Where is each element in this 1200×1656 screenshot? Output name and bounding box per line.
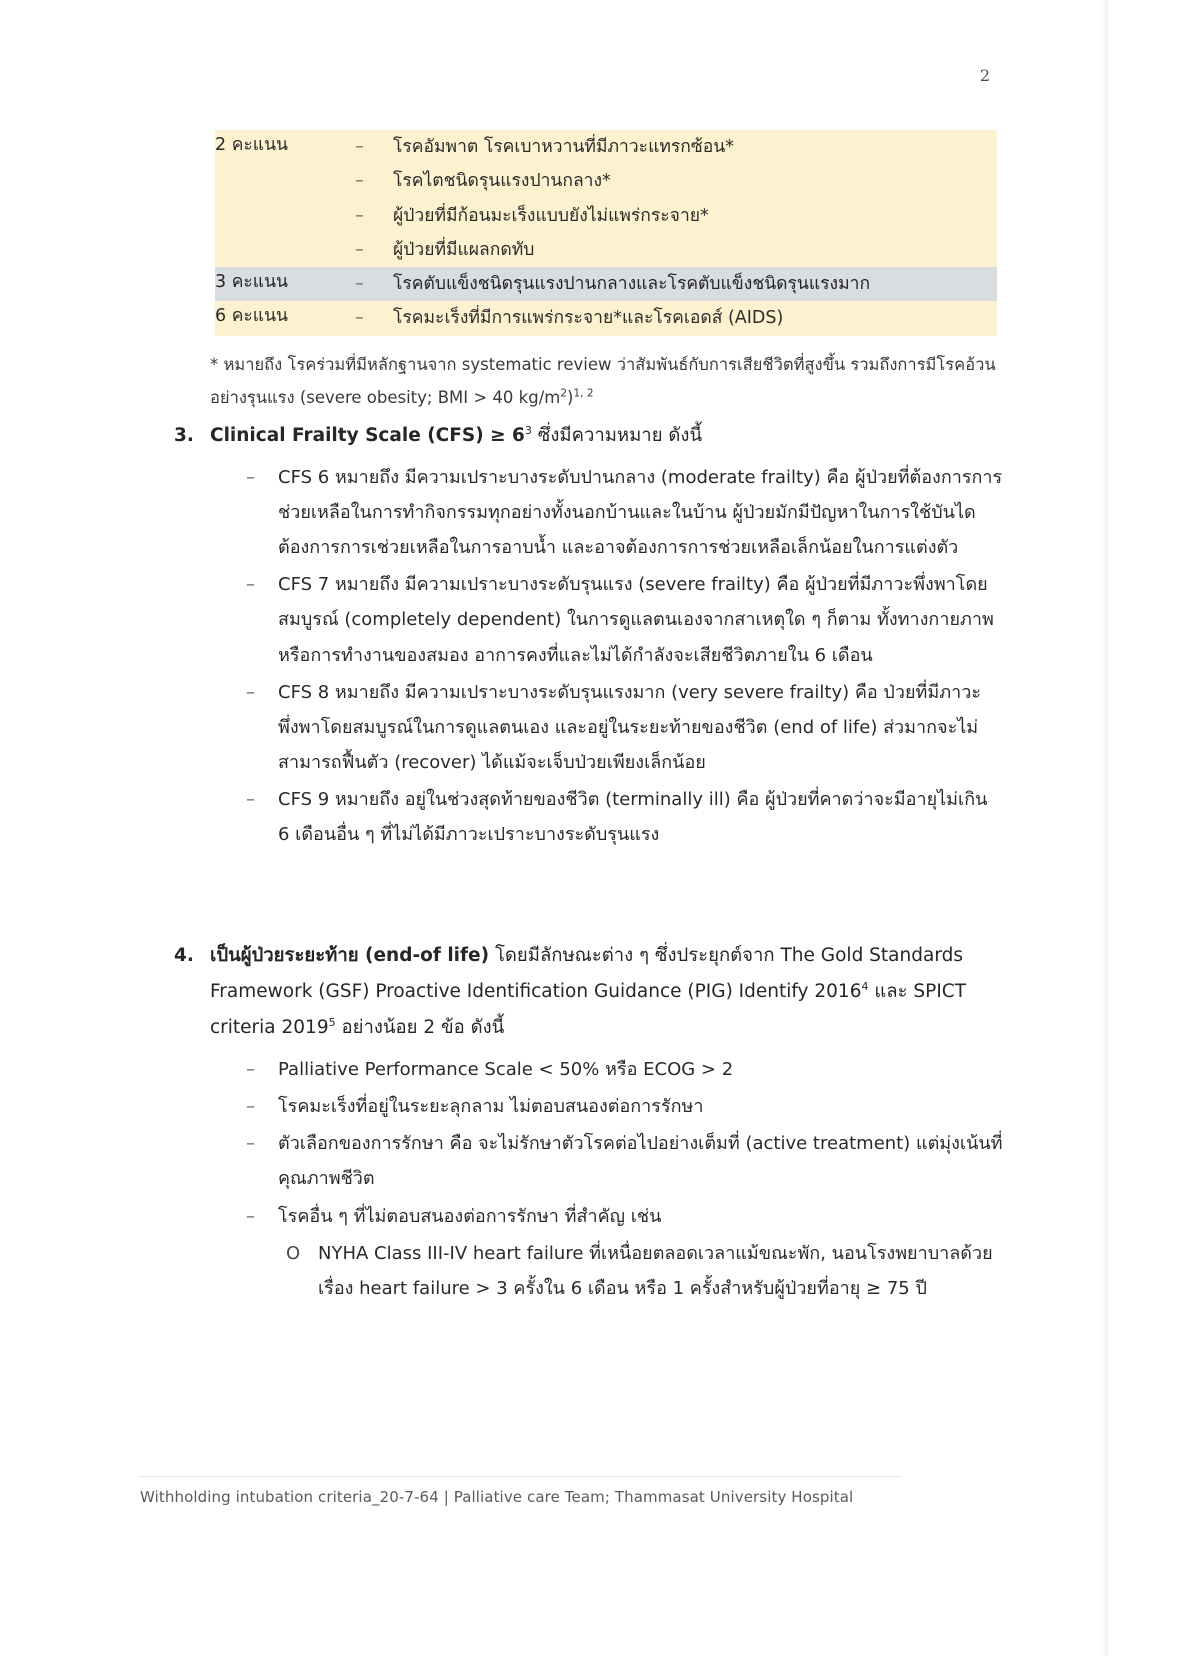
section-title-rest2: และ SPICT criteria 2019	[210, 981, 967, 1039]
section-heading	[174, 418, 1004, 454]
score-items	[355, 301, 997, 335]
list-item-label: โรคมะเร็งที่มีการแพร่กระจาย*และโรคเอดส์ (AIDS)	[393, 308, 784, 329]
section-title-rest3: อย่างน้อย 2 ข้อ ดังนี้	[335, 1017, 505, 1039]
list-item-label: CFS 9 หมายถึง อยู่ในช่วงสุดท้ายของชีวิต (terminally ill) คือ ผู้ป่วยที่คาดว่าจะมีอายุไม่เกิน 6 เดือนอื่น ๆ ที่ไม่ได้มีภาวะเปราะบางระดับรุนแรง	[278, 788, 988, 845]
list-item-label: CFS 8 หมายถึง มีความเปราะบางระดับรุนแรงมาก (very severe frailty) คือ ป่วยที่มีภาวะพึ่งพาโดยสมบูรณ์ในการดูแลตนเอง และอยู่ในระยะท้ายของชีวิต (end of life) ส่วมากจะไม่สามารถฟื้นตัว (recover) ได้แม้จะเจ็บป่วยเพียงเล็กน้อย	[278, 681, 981, 773]
score-label: 6 คะแนน	[215, 306, 289, 327]
section-title-superscript: 4	[861, 979, 869, 993]
dash-marker: –	[246, 1059, 255, 1081]
section-heading	[174, 938, 1004, 1046]
list-item-label: Palliative Performance Scale < 50% หรือ ECOG > 2	[278, 1059, 734, 1081]
list-item	[355, 130, 997, 164]
list-item	[355, 199, 997, 233]
list-item-label: ตัวเลือกของการรักษา คือ จะไม่รักษาตัวโรคต่อไปอย่างเต็มที่ (active treatment) แต่มุ่งเน้นที่คุณภาพชีวิต	[278, 1133, 1003, 1190]
list-item	[246, 1126, 1004, 1196]
dash-marker: –	[355, 308, 364, 329]
list-item	[355, 233, 997, 267]
list-item	[355, 164, 997, 198]
section-bullet-list	[174, 1052, 1004, 1306]
footer-divider	[140, 1476, 900, 1477]
section-title-bold: Clinical Frailty Scale (CFS) ≥ 6	[210, 425, 525, 446]
list-item	[246, 1052, 1004, 1087]
dash-marker: –	[246, 1205, 255, 1227]
circle-marker: O	[286, 1242, 301, 1264]
footnote-text-after: )	[567, 388, 574, 407]
score-items	[355, 130, 997, 267]
section-title	[210, 418, 1004, 454]
list-item-label: ผู้ป่วยที่มีก้อนมะเร็งแบบยังไม่แพร่กระจาย*	[393, 205, 709, 226]
dash-marker: –	[246, 467, 255, 489]
list-item	[355, 267, 997, 301]
section-title-rest: ซึ่งมีความหมาย ดังนี้	[531, 425, 703, 446]
dash-marker: –	[355, 137, 364, 157]
list-item	[246, 460, 1004, 565]
list-item-label: โรคมะเร็งที่อยู่ในระยะลุกลาม ไม่ตอบสนองต่อการรักษา	[278, 1096, 704, 1118]
page-right-gutter	[1107, 0, 1200, 1656]
section-bullet-list	[174, 460, 1004, 852]
footnote-text: * หมายถึง โรคร่วมที่มีหลักฐานจาก systematic review ว่าสัมพันธ์กับการเสียชีวิตที่สูงขึ้น รวมถึงการมีโรคอ้วนอย่างรุนแรง (severe obesity; BMI > 40 kg/m	[210, 355, 996, 407]
section-number: 4.	[174, 945, 194, 966]
dash-marker: –	[246, 681, 255, 703]
list-item-label: CFS 7 หมายถึง มีความเปราะบางระดับรุนแรง (severe frailty) คือ ผู้ป่วยที่มีภาวะพึ่งพาโดยสมบูรณ์ (completely dependent) ในการดูแลตนเองจากสาเหตุใด ๆ ก็ตาม ทั้งทางกายภาพหรือการทำงานของสมอง อาการคงที่และไม่ได้กำลังจะเสียชีวิตภายใน 6 เดือน	[278, 574, 994, 666]
dash-marker: –	[246, 1096, 255, 1118]
list-item	[246, 1089, 1004, 1124]
dash-marker: –	[246, 788, 255, 810]
section-title-bold: เป็นผู้ป่วยระยะท้าย (end-of life)	[210, 945, 490, 966]
section-title	[210, 938, 1004, 1046]
table-row	[215, 267, 997, 301]
dash-marker: –	[246, 574, 255, 596]
list-item-label: ผู้ป่วยที่มีแผลกดทับ	[393, 239, 535, 260]
table-footnote	[210, 348, 1000, 414]
list-item-label: โรคไตชนิดรุนแรงปานกลาง*	[393, 171, 611, 192]
table-row	[215, 301, 997, 335]
list-item-label: NYHA Class III-IV heart failure ที่เหนื่อยตลอดเวลาแม้ขณะพัก, นอนโรงพยาบาลด้วยเรื่อง heart failure > 3 ครั้งใน 6 เดือน หรือ 1 ครั้งสำหรับผู้ป่วยที่อายุ ≥ 75 ปี	[318, 1242, 993, 1299]
list-item-label: โรคอัมพาต โรคเบาหวานที่มีภาวะแทรกซ้อน*	[393, 137, 734, 157]
dash-marker: –	[355, 274, 364, 294]
list-item-label: โรคตับแข็งชนิดรุนแรงปานกลางและโรคตับแข็งชนิดรุนแรงมาก	[393, 274, 871, 294]
list-item	[246, 1199, 1004, 1234]
section-title-superscript-2: 5	[328, 1015, 336, 1029]
list-item-label: CFS 6 หมายถึง มีความเปราะบางระดับปานกลาง (moderate frailty) คือ ผู้ป่วยที่ต้องการการช่วยเหลือในการทำกิจกรรมทุกอย่างทั้งนอกบ้านและในบ้าน ผู้ป่วยมักมีปัญหาในการใช้บันได ต้องการการเช่วยเหลือในการอาบน้ำ และอาจต้องการการช่วยเหลือเล็กน้อยในการแต่งตัว	[278, 467, 1003, 559]
comorbidity-score-table	[215, 130, 997, 336]
section-subbullet-list	[246, 1236, 1004, 1306]
dash-marker: –	[355, 205, 364, 226]
list-item	[355, 301, 997, 335]
score-label: 2 คะแนน	[215, 135, 289, 155]
footnote-references: 1, 2	[573, 387, 594, 400]
dash-marker: –	[246, 1133, 255, 1155]
dash-marker: –	[355, 171, 364, 192]
score-label: 3 คะแนน	[215, 272, 289, 292]
footnote-exponent: 2	[560, 387, 568, 400]
section-number: 3.	[174, 425, 194, 446]
table-row	[215, 130, 997, 267]
page-number: 2	[979, 66, 990, 85]
list-item	[246, 675, 1004, 780]
list-item	[246, 782, 1004, 852]
dash-marker: –	[355, 239, 364, 260]
score-items	[355, 267, 997, 301]
section-clinical-frailty-scale	[174, 418, 1004, 854]
list-item	[286, 1236, 1004, 1306]
section-end-of-life	[174, 938, 1004, 1306]
list-item-label: โรคอื่น ๆ ที่ไม่ตอบสนองต่อการรักษา ที่สำคัญ เช่น	[278, 1205, 662, 1227]
list-item	[246, 567, 1004, 672]
section-title-superscript: 3	[524, 423, 532, 437]
section-title-rest: โดยมีลักษณะต่าง ๆ ซึ่งประยุกต์จาก The Gold Standards Framework (GSF) Proactive Identification Guidance (PIG) Identify 2016	[210, 945, 963, 1003]
footer-caption: Withholding intubation criteria_20-7-64 | Palliative care Team; Thammasat University Hospital	[140, 1488, 854, 1506]
